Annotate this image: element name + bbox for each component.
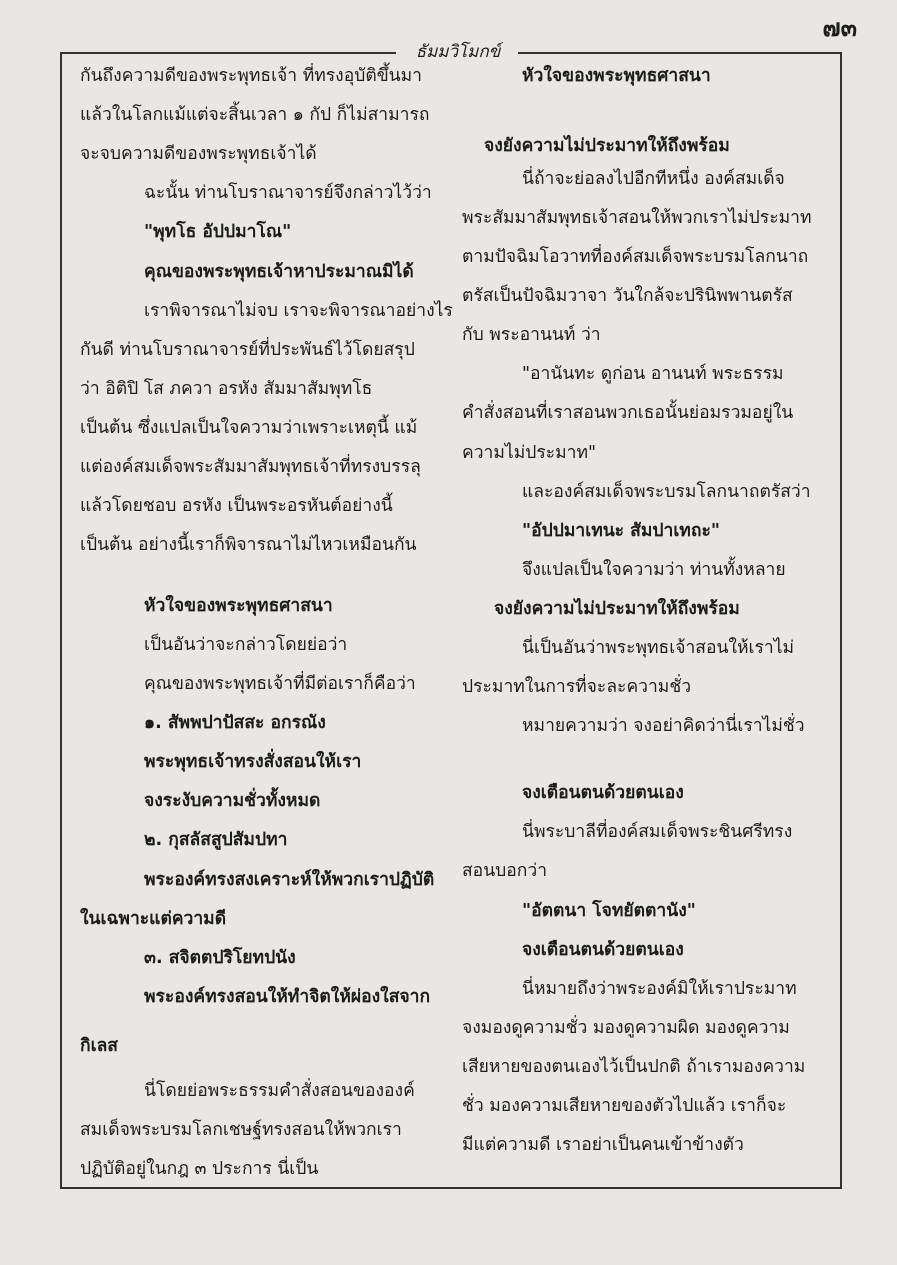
text-line: หมายความว่า จงอย่าคิดว่านี่เราไม่ชั่ว [522, 716, 805, 736]
list-item-text: จงระงับความชั่วทั้งหมด [144, 791, 321, 811]
text-line: ชั่ว มองความเสียหายของตัวไปแล้ว เราก็จะ [462, 1096, 787, 1116]
text-line: นี่โดยย่อพระธรรมคำสั่งสอนขององค์ [144, 1081, 415, 1101]
text-line: เสียหายของตนเองไว้เป็นปกติ ถ้าเรามองความ [462, 1057, 806, 1077]
section-heading: หัวใจของพระพุทธศาสนา [522, 66, 711, 86]
list-item-text: กิเลส [80, 1036, 118, 1056]
translation-line: คุณของพระพุทธเจ้าหาประมาณมิได้ [144, 262, 414, 282]
text-line: สมเด็จพระบรมโลกเชษฐ์ทรงสอนให้พวกเรา [80, 1120, 402, 1140]
text-line: คุณของพระพุทธเจ้าที่มีต่อเราก็คือว่า [144, 674, 416, 694]
section-heading: หัวใจของพระพุทธศาสนา [144, 596, 333, 616]
text-line: มีแต่ความดี เราอย่าเป็นคนเข้าข้างตัว [462, 1135, 744, 1155]
text-line: จะจบความดีของพระพุทธเจ้าได้ [80, 144, 317, 164]
translation-line: จงเตือนตนด้วยตนเอง [522, 940, 684, 960]
text-line: คำสั่งสอนที่เราสอนพวกเธอนั้นย่อมรวมอยู่ใน [462, 403, 794, 423]
text-line: ตามปัจฉิมโอวาทที่องค์สมเด็จพระบรมโลกนาถ [462, 247, 809, 267]
list-item: ๓. สจิตตปริโยทปนัง [144, 948, 296, 968]
text-line: แต่องค์สมเด็จพระสัมมาสัมพุทธเจ้าที่ทรงบรรลุ [80, 457, 421, 477]
text-line: ฉะนั้น ท่านโบราณาจารย์จึงกล่าวไว้ว่า [144, 183, 432, 203]
text-line: เป็นต้น อย่างนี้เราก็พิจารณาไม่ไหวเหมือนกัน [80, 535, 417, 555]
list-item-text: พระองค์ทรงสงเคราะห์ให้พวกเราปฏิบัติ [144, 870, 435, 890]
text-line: นี่พระบาลีที่องค์สมเด็จพระชินศรีทรง [522, 822, 793, 842]
text-line: กันถึงความดีของพระพุทธเจ้า ที่ทรงอุบัติขึ้นมา [80, 66, 422, 86]
list-item: ๒. กุสลัสสูปสัมปทา [144, 830, 288, 850]
list-item-text: ในเฉพาะแต่ความดี [80, 909, 227, 929]
page-number: ๗๓ [822, 14, 857, 42]
text-line: นี่ถ้าจะย่อลงไปอีกทีหนึ่ง องค์สมเด็จ [522, 169, 785, 189]
text-line: ว่า อิติปิ โส ภควา อรหัง สัมมาสัมพุทโธ [80, 379, 373, 399]
text-line: กันดี ท่านโบราณาจารย์ที่ประพันธ์ไว้โดยสรุป [80, 340, 415, 360]
list-item-text: พระพุทธเจ้าทรงสั่งสอนให้เรา [144, 752, 362, 772]
list-item-text: พระองค์ทรงสอนให้ทำจิตให้ผ่องใสจาก [144, 987, 431, 1007]
running-head: ธัมมวิโมกข์ [415, 42, 501, 62]
text-line: สอนบอกว่า [462, 861, 548, 881]
text-line: แล้วในโลกแม้แต่จะสิ้นเวลา ๑ กัป ก็ไม่สามารถ [80, 105, 430, 125]
text-line: นี่หมายถึงว่าพระองค์มิให้เราประมาท [522, 979, 797, 999]
section-heading: จงยังความไม่ประมาทให้ถึงพร้อม [484, 136, 730, 156]
pali-phrase: "พุทโธ อัปปมาโณ" [144, 222, 292, 242]
text-line: กับ พระอานนท์ ว่า [462, 325, 601, 345]
pali-phrase: "อัปปมาเทนะ สัมปาเทถะ" [522, 521, 720, 541]
text-line: ตรัสเป็นปัจฉิมวาจา วันใกล้จะปรินิพพานตรัส [462, 286, 793, 306]
quote-line: "อานันทะ ดูก่อน อานนท์ พระธรรม [522, 364, 784, 384]
text-line: ความไม่ประมาท" [462, 443, 597, 463]
text-line: เราพิจารณาไม่จบ เราจะพิจารณาอย่างไร [144, 301, 453, 321]
text-line: เป็นอันว่าจะกล่าวโดยย่อว่า [144, 635, 348, 655]
text-line: และองค์สมเด็จพระบรมโลกนาถตรัสว่า [522, 482, 811, 502]
text-line: นี่เป็นอันว่าพระพุทธเจ้าสอนให้เราไม่ [522, 638, 795, 658]
text-line: พระสัมมาสัมพุทธเจ้าสอนให้พวกเราไม่ประมาท [462, 208, 812, 228]
pali-phrase: "อัตตนา โจทยัตตานัง" [522, 901, 696, 921]
text-line: จึงแปลเป็นใจความว่า ท่านทั้งหลาย [522, 560, 786, 580]
text-line: แล้วโดยชอบ อรหัง เป็นพระอรหันต์อย่างนี้ [80, 496, 393, 516]
text-line: ประมาทในการที่จะละความชั่ว [462, 677, 692, 697]
section-heading: จงเตือนตนด้วยตนเอง [522, 783, 684, 803]
text-line: เป็นต้น ซึ่งแปลเป็นใจความว่าเพราะเหตุนี้ แม้ [80, 418, 418, 438]
translation-line: จงยังความไม่ประมาทให้ถึงพร้อม [494, 599, 740, 619]
list-item: ๑. สัพพปาปัสสะ อกรณัง [144, 713, 326, 733]
text-line: จงมองดูความชั่ว มองดูความผิด มองดูความ [462, 1018, 790, 1038]
text-line: ปฏิบัติอยู่ในกฎ ๓ ประการ นี่เป็น [80, 1159, 319, 1179]
